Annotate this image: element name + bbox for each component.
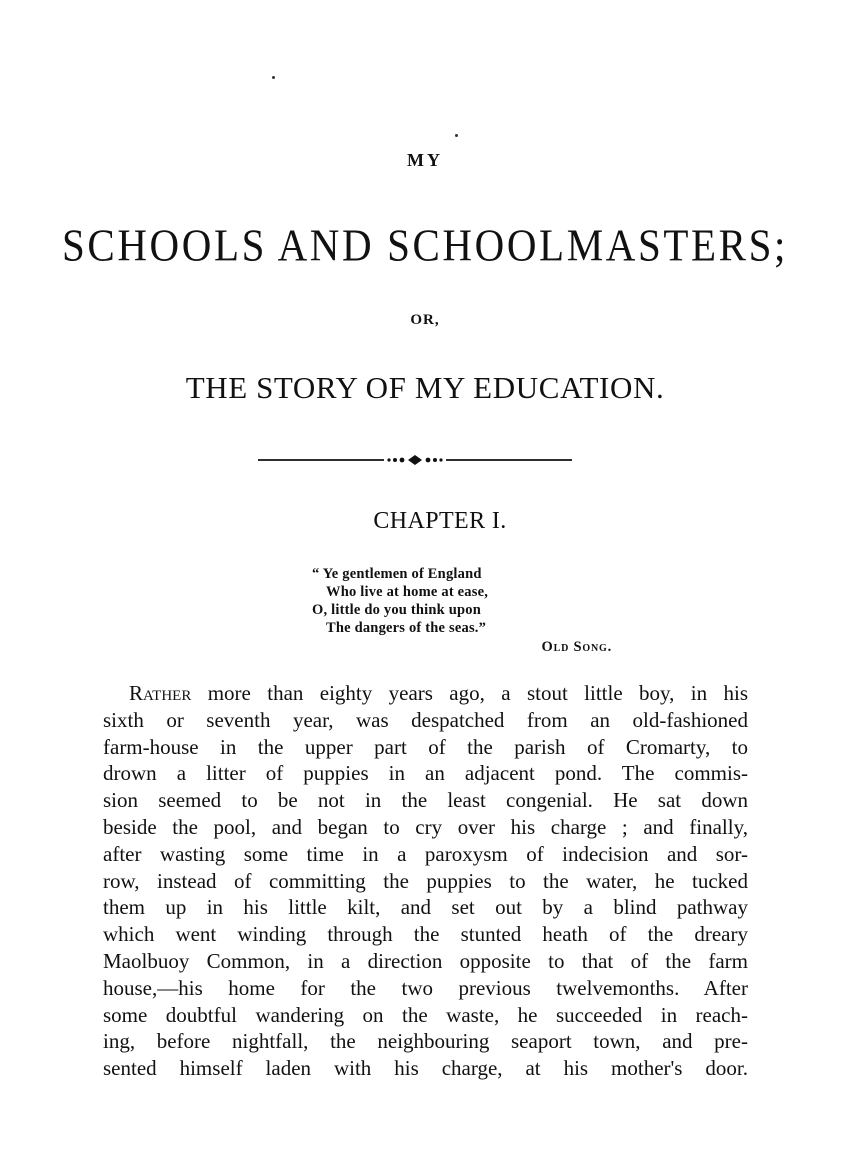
text-line: ing, before nightfall, the neighbouring seaport town, and pre- bbox=[103, 1029, 748, 1054]
epigraph-line: Who live at home at ease, bbox=[326, 584, 489, 600]
book-title: SCHOOLS AND SCHOOLMASTERS; bbox=[61, 219, 788, 271]
text-line: row, instead of committing the puppies to the water, he tucked bbox=[103, 868, 748, 893]
text-line bbox=[103, 680, 748, 707]
epigraph-line: O, little do you think upon bbox=[312, 602, 481, 618]
text-line: drown a litter of puppies in an adjacent pond. The commis- bbox=[103, 761, 748, 786]
text-line: them up in his little kilt, and set out by a blind pathway bbox=[103, 895, 748, 920]
text-line-rest: more than eighty years ago, a stout little boy, in his bbox=[191, 681, 748, 705]
ornamental-rule bbox=[258, 452, 572, 468]
drop-word: Rather bbox=[129, 681, 192, 705]
text-line: which went winding through the stunted heath of the dreary bbox=[103, 922, 748, 947]
chapter-heading: CHAPTER I. bbox=[373, 508, 507, 534]
print-speck bbox=[272, 76, 275, 79]
body-paragraph bbox=[103, 680, 748, 1082]
book-subtitle: THE STORY OF MY EDUCATION. bbox=[185, 370, 665, 405]
text-line: sixth or seventh year, was despatched from an old-fashioned bbox=[103, 707, 748, 732]
epigraph-line: The dangers of the seas.” bbox=[326, 620, 487, 636]
text-line: farm-house in the upper part of the parish of Cromarty, to bbox=[103, 734, 748, 759]
epigraph-line: “ Ye gentlemen of England bbox=[312, 566, 482, 582]
text-line: Maolbuoy Common, in a direction opposite to that of the farm bbox=[103, 948, 748, 973]
text-line: sented himself laden with his charge, at his mother's door. bbox=[103, 1056, 748, 1081]
print-speck bbox=[455, 134, 458, 137]
text-line: some doubtful wandering on the waste, he succeeded in reach- bbox=[103, 1002, 748, 1027]
text-line: after wasting some time in a paroxysm of indecision and sor- bbox=[103, 841, 748, 866]
text-line: beside the pool, and began to cry over his charge ; and finally, bbox=[103, 814, 748, 839]
epigraph bbox=[312, 565, 622, 656]
title-conjunction: OR, bbox=[410, 312, 440, 328]
pre-title: MY bbox=[407, 150, 443, 170]
text-line: sion seemed to be not in the least congenial. He sat down bbox=[103, 788, 748, 813]
epigraph-attribution: Old Song. bbox=[541, 639, 612, 655]
text-line: house,—his home for the two previous twelvemonths. After bbox=[103, 975, 748, 1000]
